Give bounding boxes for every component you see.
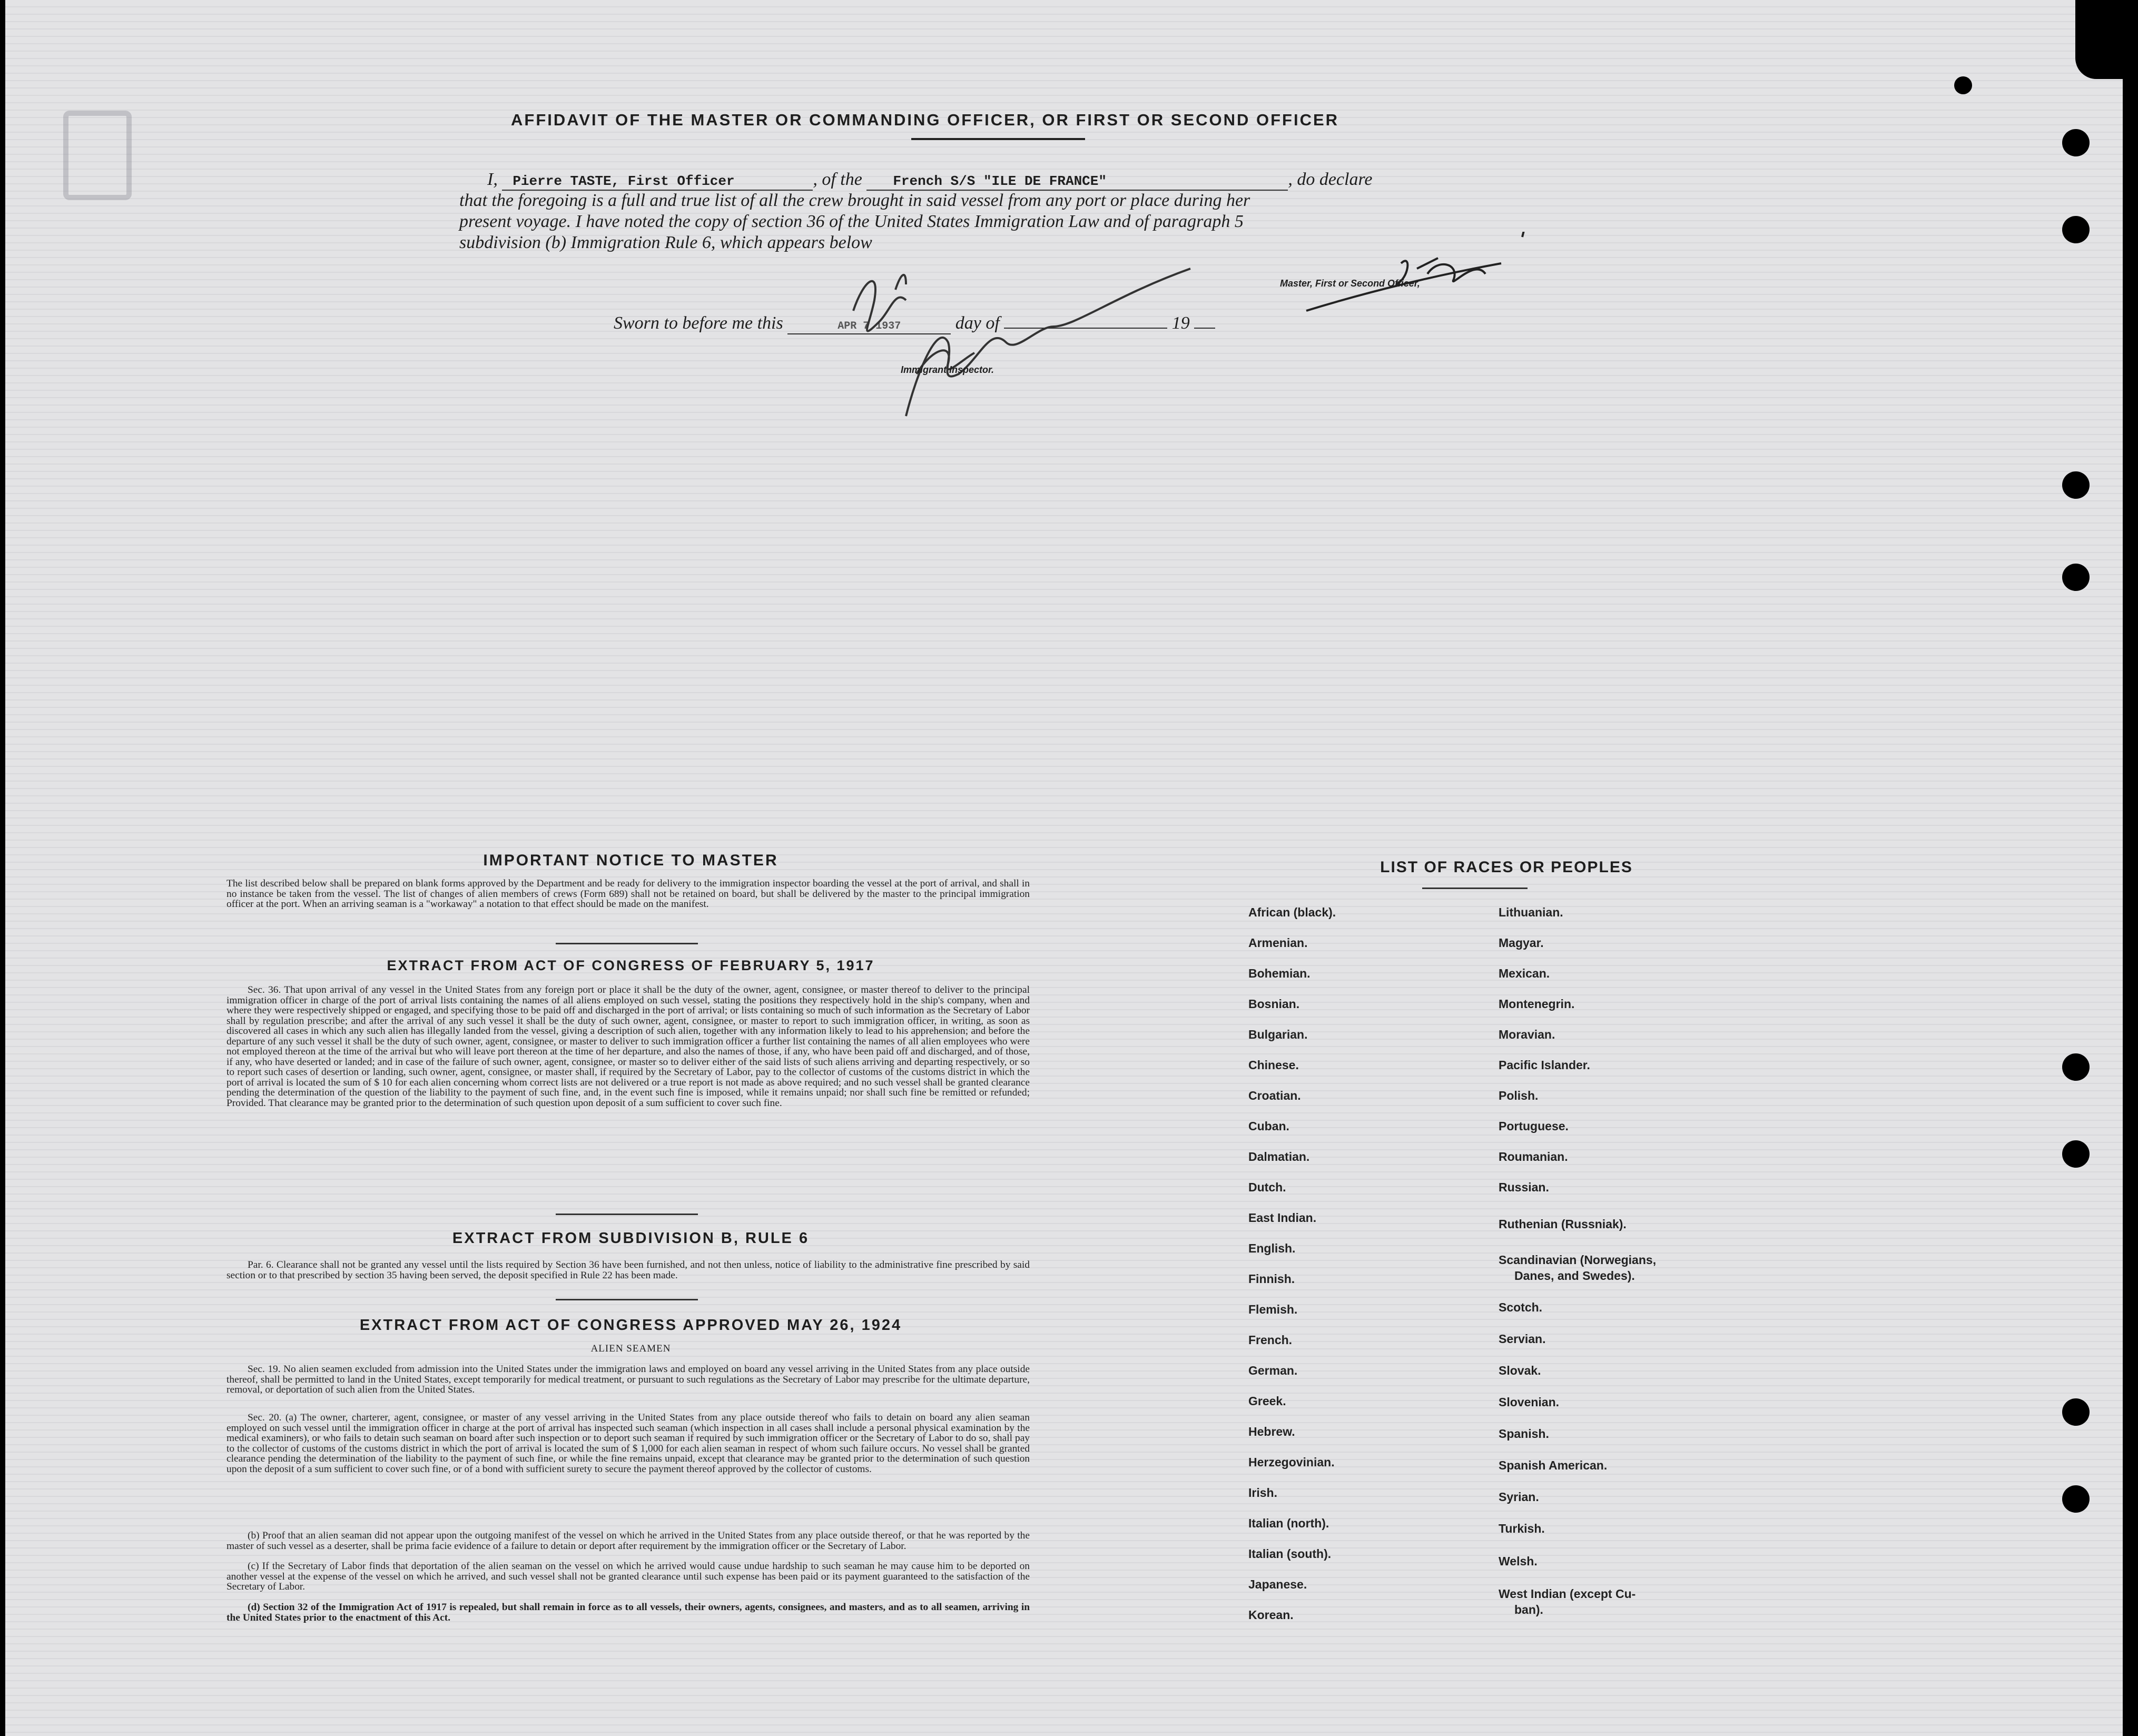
- race-item: Flemish.: [1248, 1303, 1298, 1316]
- faint-stamp-mark: [63, 111, 132, 200]
- race-item: Japanese.: [1248, 1577, 1307, 1591]
- race-item: Italian (south).: [1248, 1547, 1332, 1561]
- divider: [556, 1214, 698, 1215]
- races-title-underline: [1422, 887, 1528, 889]
- extract-1917-title: EXTRACT FROM ACT OF CONGRESS OF FEBRUARY 5, 1917: [387, 958, 875, 973]
- race-item: Korean.: [1248, 1608, 1294, 1622]
- extract-1917-body: Sec. 36. That upon arrival of any vessel in the United States from any foreign port or place it shall be the duty of the owner, agent, consignee, or master thereof to deliver to the principal immigration officer in charge of the port of arrival lists containing the names of all aliens employed on such vessel, stating the positions they respectively hold in the ship's company, when and where they were respectively shipped or engaged, and specifying those to be paid off and discharged in the port of arrival; or lists containing so much of such information as the Secretary of Labor shall by regulation prescribe; and after the arrival of any such vessel it shall be the duty of such owner, agent, consignee, or master to report to such immigration officer, in writing, as soon as discovered all cases in which any such alien has illegally landed from the vessel, giving a description of such alien, together with any information likely to lead to his apprehension; and before the departure of any such vessel it shall be the duty of such owner, agent, consignee, or master to deliver to such immigration officer a further list containing the names of all alien employees who were not employed thereon at the time of the arrival but who will leave port thereon at the time of her departure, and also the names of those, if any, who have been paid off and discharged, and of those, if any, who have deserted or landed; and in case of the failure of such owner, agent, consignee, or master so to deliver either of the said lists of such aliens arriving and departing respectively, or so to report such cases of desertion or landing, such owner, agent, consignee, or master shall, if required by the Secretary of Labor, pay to the collector of customs of the customs district in which the port of arrival is located the sum of $ 10 for each alien concerning whom correct lists are not delivered or a true report is not made as above required; and no such vessel shall be granted clearance pending the determination of the question of the liability to the payment of such fine, and, in the event such fine is imposed, while it remains unpaid; nor shall such fine be remitted or refunded; Provided. That clearance may be granted prior to the determination of such question upon deposit of a sum sufficient to cover such fine.: [226, 984, 1030, 1109]
- race-item: Armenian.: [1248, 936, 1308, 950]
- race-item: French.: [1248, 1333, 1293, 1347]
- race-item: Magyar.: [1499, 936, 1544, 950]
- affidavit-line-4: subdivision (b) Immigration Rule 6, which appears below: [459, 233, 872, 252]
- race-item: Russian.: [1499, 1180, 1549, 1194]
- punch-hole: [2062, 1053, 2090, 1081]
- race-item: Scotch.: [1499, 1300, 1543, 1314]
- sec20d-text: (d) Section 32 of the Immigration Act of 1917 is repealed, but shall remain in force as to all vessels, their owners, agents, consignees, and masters, and as to all seamen, arriving in the United States prior to the enactment of this Act.: [226, 1602, 1030, 1623]
- race-item: Scandinavian (Norwegians,: [1499, 1253, 1657, 1267]
- torn-corner: [2075, 0, 2123, 79]
- races-title: LIST OF RACES OR PEOPLES: [1380, 859, 1633, 876]
- year-prefix: 19: [1171, 313, 1190, 333]
- race-item: Bosnian.: [1248, 997, 1300, 1011]
- race-item: Cuban.: [1248, 1119, 1289, 1133]
- notice-body: The list described below shall be prepared on blank forms approved by the Department and be ready for delivery to the immigration inspector boarding the vessel at the port of arrival, and shall in no instance be taken from the vessel. The list of changes of alien members of crews (Form 689) shall not be retained on board, but shall be delivered by the master to the principal immigration officer at the port. When an arriving seaman is a "workaway" a notation to that effect should be made on the manifest.: [226, 878, 1030, 910]
- race-item: Italian (north).: [1248, 1516, 1329, 1530]
- race-item: Moravian.: [1499, 1028, 1555, 1041]
- divider: [556, 943, 698, 944]
- race-item: Turkish.: [1499, 1522, 1545, 1535]
- punch-hole: [2062, 129, 2090, 156]
- affidavit-line-2: that the foregoing is a full and true list of all the crew brought in said vessel from any port or place during her: [459, 191, 1250, 210]
- affidavit-line-1: [487, 170, 1373, 191]
- race-item: ban).: [1514, 1603, 1543, 1616]
- vessel-field: [866, 170, 1288, 191]
- race-item: Herzegovinian.: [1248, 1455, 1335, 1469]
- punch-hole: [2062, 1140, 2090, 1168]
- race-item: Bulgarian.: [1248, 1028, 1308, 1041]
- race-item: Croatian.: [1248, 1089, 1301, 1102]
- race-item: Servian.: [1499, 1332, 1546, 1346]
- race-item: Lithuanian.: [1499, 905, 1563, 919]
- title-underline: [911, 138, 1085, 140]
- race-item: West Indian (except Cu-: [1499, 1587, 1636, 1601]
- punch-hole: [2062, 1398, 2090, 1426]
- race-item: Syrian.: [1499, 1490, 1539, 1504]
- affidavit-title: AFFIDAVIT OF THE MASTER OR COMMANDING OFFICER, OR FIRST OR SECOND OFFICER: [511, 111, 1339, 129]
- inspector-signature: [838, 253, 1206, 427]
- race-item: German.: [1248, 1364, 1298, 1377]
- race-item: Spanish American.: [1499, 1458, 1608, 1472]
- race-item: Montenegrin.: [1499, 997, 1575, 1011]
- race-item: Roumanian.: [1499, 1150, 1568, 1163]
- race-item: Portuguese.: [1499, 1119, 1569, 1133]
- affidavit-line-3: present voyage. I have noted the copy of section 36 of the United States Immigration Law and of paragraph 5: [459, 212, 1244, 231]
- race-item: Spanish.: [1499, 1427, 1549, 1441]
- race-item: Hebrew.: [1248, 1425, 1295, 1438]
- punch-hole: [2062, 216, 2090, 243]
- sworn-date-value: APR 7 1937: [838, 320, 901, 332]
- race-item: Dalmatian.: [1248, 1150, 1310, 1163]
- master-signature-label: Master, First or Second Officer,: [1280, 278, 1420, 289]
- sec20c-text: (c) If the Secretary of Labor finds that deportation of the alien seaman on the vessel on which he arrived would cause undue hardship to such seaman he may cause him to be deported on another vessel at the expense of the vessel on which he arrived, and such vessel shall not be granted clearance until such expense has been paid or its payment guaranteed to the satisfaction of the Secretary of Labor.: [226, 1561, 1030, 1592]
- extract-rule6-body: Par. 6. Clearance shall not be granted any vessel until the lists required by Section 36 have been furnished, and not then unless, notice of liability to the administrative fine prescribed by said section or to that prescribed by section 35 having been served, the deposit specified in Rule 22 has been made.: [226, 1259, 1030, 1281]
- race-item: Chinese.: [1248, 1058, 1299, 1072]
- vessel-value: French S/S "ILE DE FRANCE": [893, 173, 1107, 189]
- race-item: Welsh.: [1499, 1554, 1538, 1568]
- document-page: [5, 0, 2123, 1736]
- divider: [556, 1299, 698, 1300]
- race-item: Dutch.: [1248, 1180, 1286, 1194]
- day-of-label: day of: [955, 313, 1000, 333]
- race-item: Slovak.: [1499, 1364, 1541, 1377]
- do-declare-label: , do declare: [1288, 170, 1373, 189]
- sec20a-text: Sec. 20. (a) The owner, charterer, agent, consignee, or master of any vessel arriving in the United States from any place outside thereof who fails to detain on board any alien seaman employed on such vessel until the immigration officer in charge at the port of arrival has inspected such seaman (which inspection in all cases shall include a personal physical examination by the medical examiners), or who fails to detain such seaman on board after such inspection or to deport such seaman if required by such immigration officer or the Secretary of Labor to do so, shall pay to the collector of customs of the customs district in which the port of arrival is located the sum of $ 1,000 for each alien seaman in respect of whom such failure occurs. No vessel shall be granted clearance pending the determination of the liability to the payment of such fine, or while the fine remains unpaid, except that clearance may be granted prior to the determination of such question upon the deposit of a sum sufficient to cover such fine, or of a bond with sufficient surety to secure the payment thereof approved by the collector of customs.: [226, 1412, 1030, 1475]
- sworn-label: Sworn to before me this: [614, 313, 783, 333]
- punch-hole: [2062, 471, 2090, 499]
- punch-hole: [2062, 564, 2090, 591]
- punch-hole: [2062, 1485, 2090, 1513]
- inspector-label: Immigrant Inspector.: [901, 364, 994, 375]
- race-item: Greek.: [1248, 1394, 1286, 1408]
- race-item: Slovenian.: [1499, 1395, 1560, 1409]
- race-item: East Indian.: [1248, 1211, 1317, 1225]
- race-item: Ruthenian (Russniak).: [1499, 1217, 1627, 1231]
- sec19-text: Sec. 19. No alien seamen excluded from admission into the United States under the immigration laws and employed on board any vessel arriving in the United States from any place outside thereof, shall be permitted to land in the United States, except temporarily for medical treatment, or pursuant to such regulations as the Secretary of Labor may prescribe for the ultimate departure, removal, or deportation of such alien from the United States.: [226, 1364, 1030, 1395]
- extract-1924-title: EXTRACT FROM ACT OF CONGRESS APPROVED MAY 26, 1924: [359, 1317, 902, 1334]
- alien-seamen-heading: ALIEN SEAMEN: [590, 1343, 671, 1354]
- race-item: Pacific Islander.: [1499, 1058, 1590, 1072]
- race-item: Polish.: [1499, 1089, 1539, 1102]
- race-item: Bohemian.: [1248, 966, 1311, 980]
- notice-title: IMPORTANT NOTICE TO MASTER: [483, 852, 779, 869]
- race-item: African (black).: [1248, 905, 1336, 919]
- race-item: Danes, and Swedes).: [1514, 1269, 1635, 1283]
- i-label: I,: [487, 170, 498, 189]
- punch-hole: [1954, 76, 1972, 94]
- race-item: English.: [1248, 1241, 1296, 1255]
- extract-rule6-title: EXTRACT FROM SUBDIVISION B, RULE 6: [452, 1230, 810, 1247]
- sec20b-text: (b) Proof that an alien seaman did not appear upon the outgoing manifest of the vessel on which he arrived in the United States from any place outside thereof, or that he was reported by the master of such vessel as a deserter, shall be prima facie evidence of a failure to detain or deport after requirement by the immigration officer or the Secretary of Labor.: [226, 1530, 1030, 1552]
- race-item: Mexican.: [1499, 966, 1550, 980]
- of-the-label: , of the: [813, 170, 862, 189]
- officer-name-field: [502, 170, 813, 191]
- race-item: Finnish.: [1248, 1272, 1295, 1286]
- officer-name-value: Pierre TASTE, First Officer: [513, 173, 735, 189]
- race-item: Irish.: [1248, 1486, 1277, 1500]
